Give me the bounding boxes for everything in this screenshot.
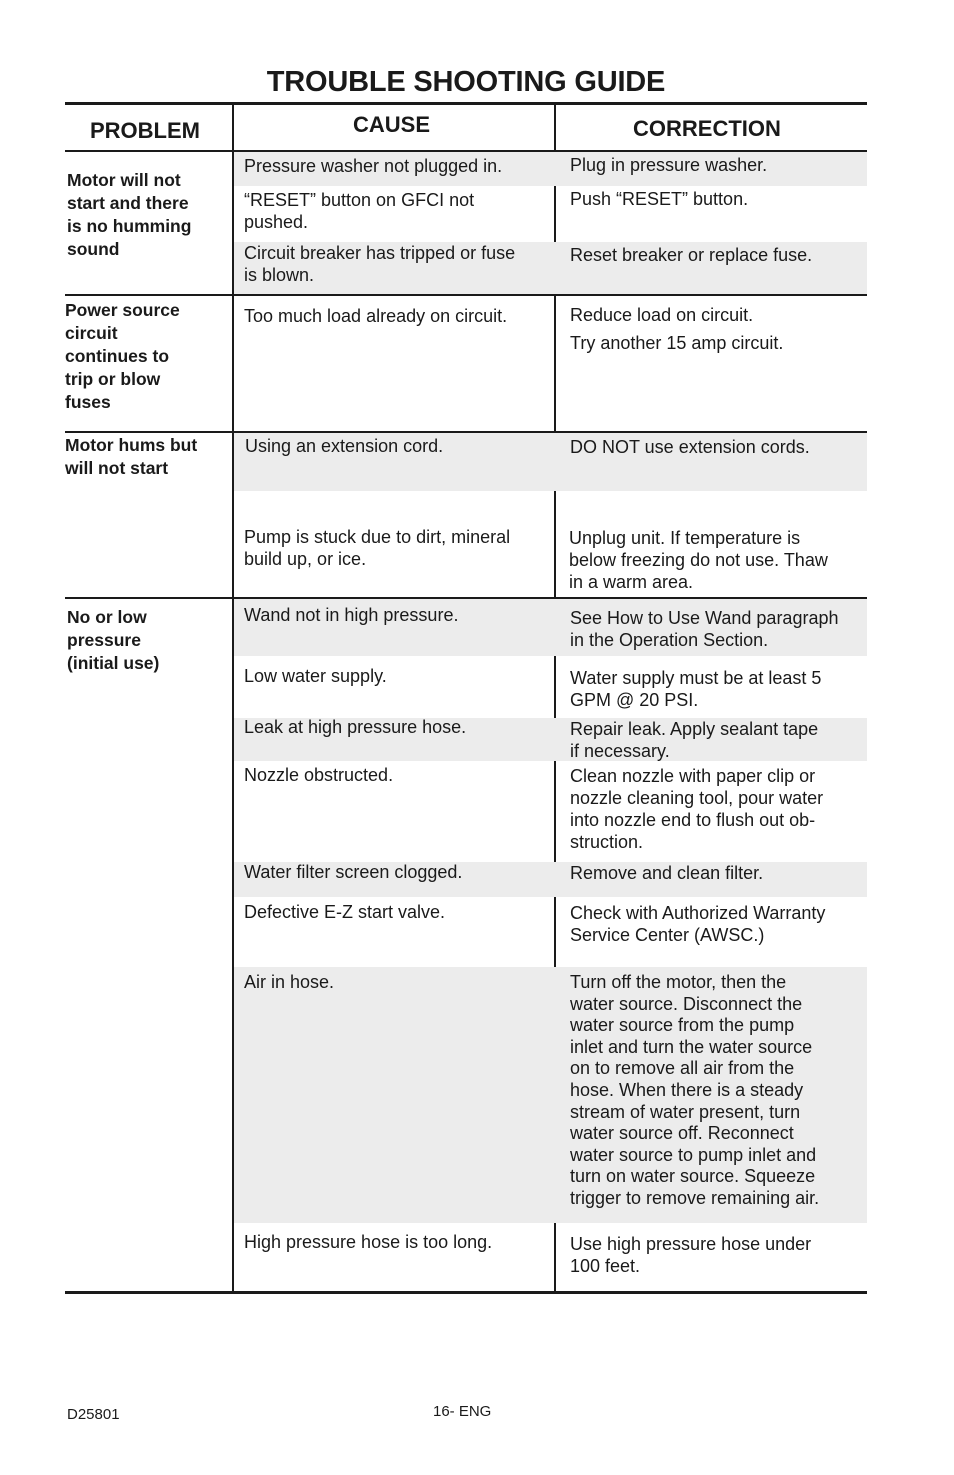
correction-cell	[570, 154, 767, 176]
problem-motor-no-hum	[67, 169, 191, 261]
correction-cell	[570, 972, 819, 1210]
cell-line: Low water supply.	[244, 666, 387, 686]
correction-cell	[570, 862, 763, 884]
cell-line: pushed.	[244, 212, 309, 232]
cell-line: is no humming	[67, 216, 192, 236]
cell-line: See How to Use Wand paragraph	[570, 608, 839, 628]
cell-line: Circuit breaker has tripped or fuse	[244, 243, 516, 263]
cell-line: Service Center (AWSC.)	[570, 925, 765, 945]
cell-line: Power source	[65, 300, 180, 320]
cell-line: Water filter screen clogged.	[244, 862, 463, 882]
cell-line: inlet and turn the water source	[570, 1036, 813, 1057]
document-number: D25801	[67, 1406, 120, 1423]
cell-line: stream of water present, turn	[570, 1101, 801, 1122]
problem-low-pressure	[67, 606, 159, 675]
group-separator	[65, 294, 867, 296]
cell-line: Using an extension cord.	[245, 436, 444, 456]
cell-line: Clean nozzle with paper clip or	[570, 766, 816, 786]
cell-line: Push “RESET” button.	[570, 189, 749, 209]
cause-cell	[244, 189, 474, 233]
cell-line: struction.	[570, 832, 644, 852]
problem-motor-hums	[65, 434, 197, 480]
cause-cell	[244, 1231, 492, 1253]
correction-cell	[570, 667, 821, 711]
cell-line: Motor hums but	[65, 435, 198, 455]
cell-line: Air in hose.	[244, 972, 335, 992]
cell-line: Plug in pressure washer.	[570, 155, 768, 175]
cell-line: Motor will not	[67, 170, 181, 190]
cell-line: Leak at high pressure hose.	[244, 717, 467, 737]
cell-line: is blown.	[244, 265, 315, 285]
cell-line: Pump is stuck due to dirt, mineral	[244, 527, 511, 547]
cell-line: DO NOT use extension cords.	[570, 437, 810, 457]
table-top-rule	[65, 102, 867, 105]
cause-cell	[244, 604, 458, 626]
cell-line: Too much load already on circuit.	[244, 306, 508, 326]
cell-line: sound	[67, 239, 120, 259]
correction-cell	[570, 718, 818, 762]
cell-line: hose. When there is a steady	[570, 1079, 804, 1100]
cell-line: Pressure washer not plugged in.	[244, 156, 503, 176]
cell-line: start and there	[67, 193, 189, 213]
correction-cell	[570, 902, 825, 946]
cell-line: water source to pump inlet and	[570, 1144, 817, 1165]
cell-line: Turn off the motor, then the	[570, 972, 787, 992]
cell-line: water source from the pump	[570, 1015, 795, 1036]
correction-cell	[570, 607, 838, 651]
problem-column-header: PROBLEM	[90, 118, 200, 143]
cell-line: 100 feet.	[570, 1256, 641, 1276]
cell-line: (initial use)	[67, 653, 160, 673]
cell-line: build up, or ice.	[244, 549, 367, 569]
cause-cell	[244, 764, 393, 786]
cause-cell	[244, 155, 502, 177]
cell-line: continues to	[65, 346, 170, 366]
group-separator	[65, 597, 867, 599]
cause-cell	[244, 526, 510, 570]
cell-line: Remove and clean filter.	[570, 863, 764, 883]
correction-cell	[570, 304, 753, 326]
correction-cell	[570, 188, 748, 210]
problem-power-source-trips	[65, 299, 180, 414]
cell-line: water source. Disconnect the	[570, 993, 803, 1014]
cell-line: “RESET” button on GFCI not	[244, 190, 475, 210]
correction-column-header: CORRECTION	[633, 116, 781, 141]
cell-line: No or low	[67, 607, 147, 627]
cell-line: Check with Authorized Warranty	[570, 903, 826, 923]
correction-cell	[570, 765, 823, 853]
group-separator	[65, 431, 867, 433]
correction-cell	[570, 436, 810, 458]
cell-line: circuit	[65, 323, 118, 343]
cell-line: Use high pressure hose under	[570, 1234, 812, 1254]
cell-line: Reduce load on circuit.	[570, 305, 754, 325]
cell-line: in the Operation Section.	[570, 630, 769, 650]
cell-line: if necessary.	[570, 741, 670, 761]
cell-line: Reset breaker or replace fuse.	[570, 245, 813, 265]
cause-cell	[245, 435, 443, 457]
cause-cell	[244, 716, 466, 738]
table-bottom-rule	[65, 1291, 867, 1294]
cell-line: pressure	[67, 630, 141, 650]
cause-column-header: CAUSE	[353, 112, 431, 137]
cell-line: turn on water source. Squeeze	[570, 1166, 816, 1187]
correction-cell	[569, 527, 828, 593]
cell-line: below freezing do not use. Thaw	[569, 550, 828, 570]
cell-line: water source off. Reconnect	[570, 1123, 794, 1144]
cell-line: Repair leak. Apply sealant tape	[570, 719, 819, 739]
cell-line: Defective E-Z start valve.	[244, 902, 446, 922]
cell-line: on to remove all air from the	[570, 1058, 795, 1079]
cause-cell	[244, 242, 515, 286]
cell-line: High pressure hose is too long.	[244, 1232, 493, 1252]
cell-line: trip or blow	[65, 369, 161, 389]
page-number: 16- ENG	[433, 1403, 492, 1420]
cell-line: Nozzle obstructed.	[244, 765, 394, 785]
correction-cell	[570, 1233, 811, 1277]
cell-line: fuses	[65, 392, 111, 412]
page-title: TROUBLE SHOOTING GUIDE	[266, 66, 666, 98]
cell-line: in a warm area.	[569, 572, 694, 592]
cause-cell	[244, 901, 445, 923]
cell-line: nozzle cleaning tool, pour water	[570, 788, 824, 808]
correction-cell	[570, 244, 812, 266]
cell-line: Water supply must be at least 5	[570, 668, 822, 688]
cell-line: Wand not in high pressure.	[244, 605, 459, 625]
cause-cell	[244, 861, 462, 883]
cause-cell	[244, 665, 387, 687]
cell-line: Try another 15 amp circuit.	[570, 333, 784, 353]
cause-cell	[244, 305, 507, 327]
cell-line: trigger to remove remaining air.	[570, 1187, 820, 1208]
correction-cell	[570, 332, 783, 354]
cell-line: GPM @ 20 PSI.	[570, 690, 699, 710]
cause-cell	[244, 971, 334, 993]
cell-line: will not start	[65, 458, 169, 478]
cell-line: Unplug unit. If temperature is	[569, 528, 801, 548]
cell-line: into nozzle end to flush out ob-	[570, 810, 816, 830]
